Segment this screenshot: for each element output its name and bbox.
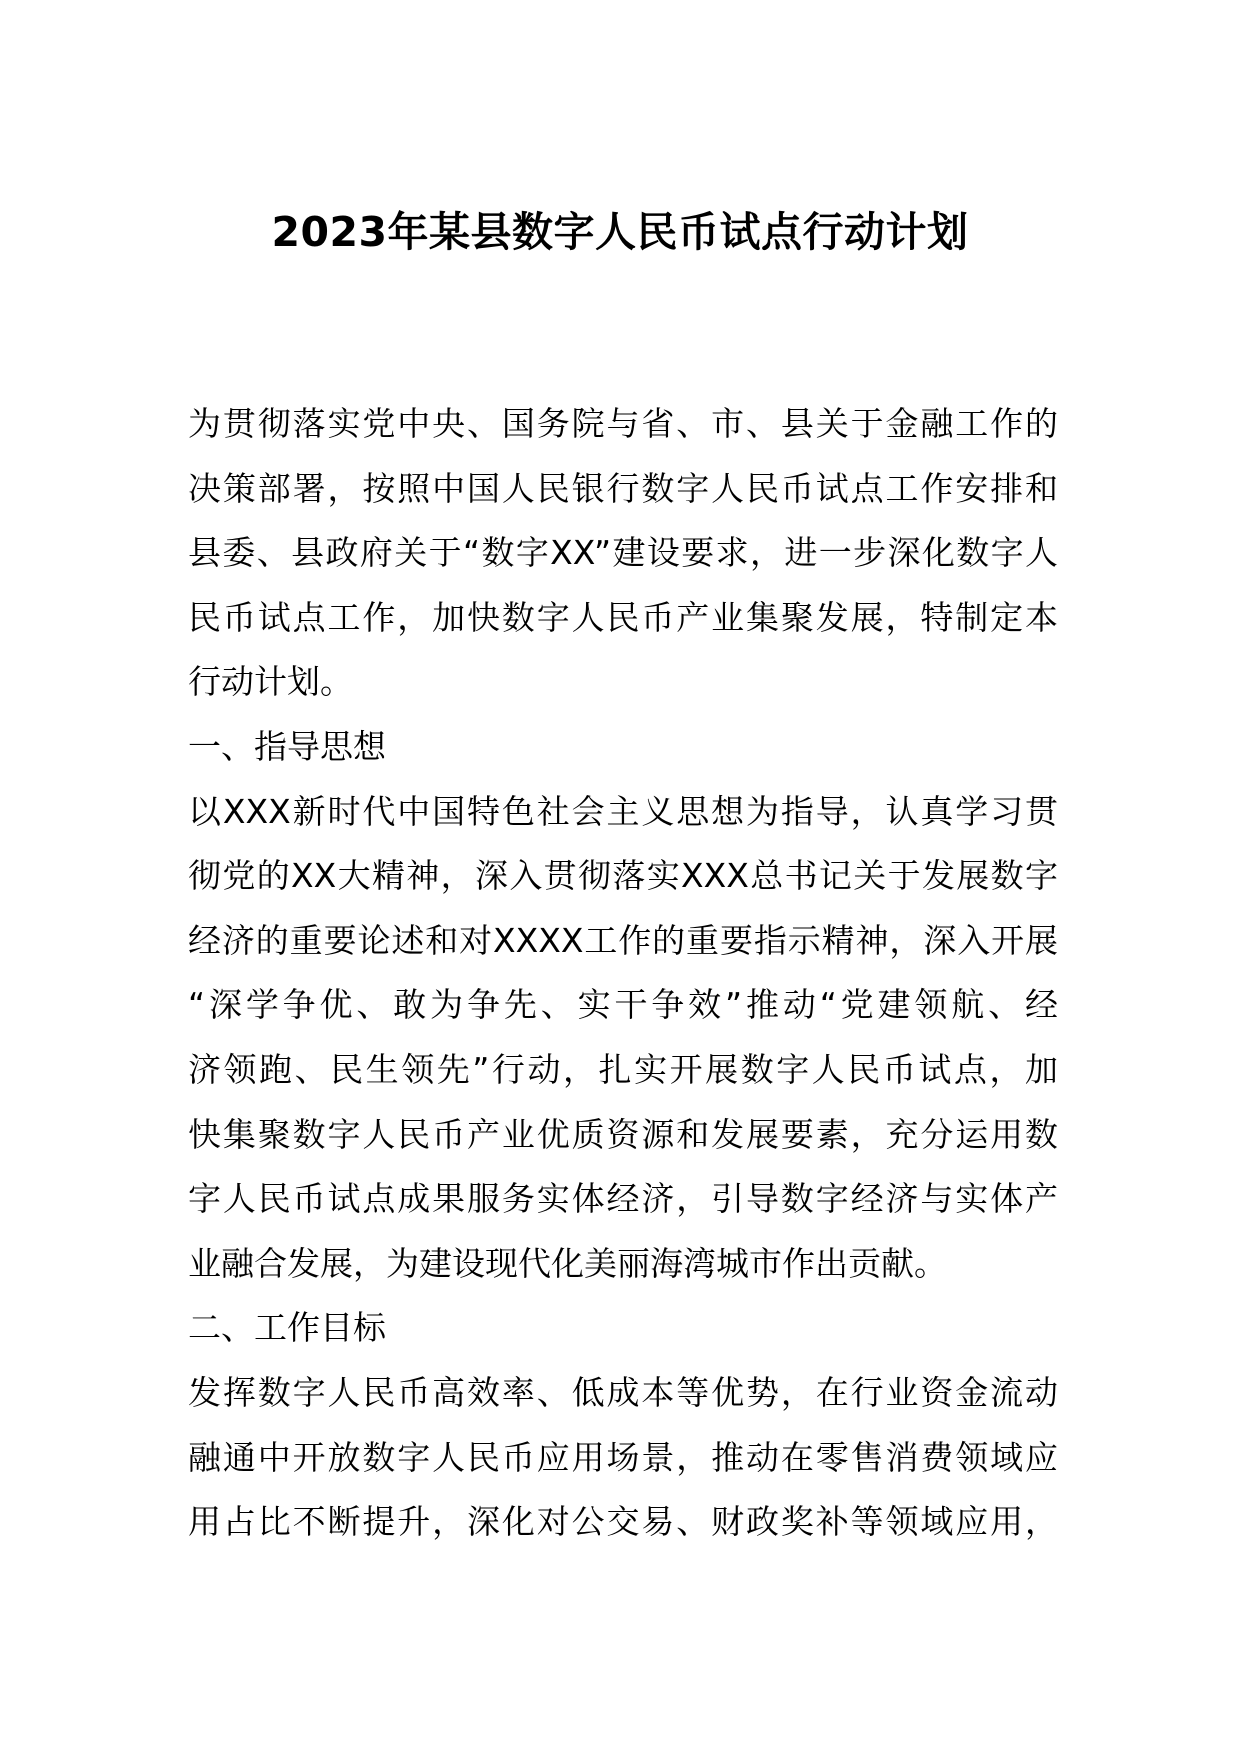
paragraph-guiding-line: 业融合发展，为建设现代化美丽海湾城市作出贡献。 — [188, 1243, 947, 1283]
paragraph-intro-line: 为贯彻落实党中央、国务院与省、市、县关于金融工作的 — [188, 404, 1058, 443]
paragraph-intro-line: 决策部署，按照中国人民银行数字人民币试点工作安排和 — [188, 468, 1058, 508]
section-heading-work-goals: 二、工作目标 — [188, 1308, 386, 1348]
paragraph-goals-line: 融通中开放数字人民币应用场景，推动在零售消费领域应 — [188, 1437, 1058, 1477]
document-body — [188, 392, 1058, 1555]
paragraph-goals-line: 发挥数字人民币高效率、低成本等优势，在行业资金流动 — [188, 1372, 1058, 1412]
paragraph-guiding-line: 济领跑、民生领先”行动，扎实开展数字人民币试点，加 — [188, 1049, 1058, 1089]
paragraph-guiding-line: “深学争优、敢为争先、实干争效”推动“党建领航、经 — [188, 985, 1058, 1025]
paragraph-guiding-line: 快集聚数字人民币产业优质资源和发展要素，充分运用数 — [188, 1114, 1058, 1154]
paragraph-guiding-line: 经济的重要论述和对XXXX工作的重要指示精神，深入开展 — [188, 920, 1058, 960]
paragraph-guiding-line: 以XXX新时代中国特色社会主义思想为指导，认真学习贯 — [188, 791, 1058, 831]
section-heading-guiding-ideology: 一、指导思想 — [188, 726, 386, 766]
paragraph-guiding-line: 字人民币试点成果服务实体经济，引导数字经济与实体产 — [188, 1179, 1058, 1219]
paragraph-intro-line: 民币试点工作，加快数字人民币产业集聚发展，特制定本 — [188, 597, 1058, 637]
document-title: 2023年某县数字人民币试点行动计划 — [271, 208, 969, 256]
paragraph-goals-line: 用占比不断提升，深化对公交易、财政奖补等领域应用， — [188, 1502, 1058, 1542]
paragraph-guiding-line: 彻党的XX大精神，深入贯彻落实XXX总书记关于发展数字 — [188, 856, 1058, 896]
paragraph-intro-line: 行动计划。 — [188, 662, 353, 702]
paragraph-intro-line: 县委、县政府关于“数字XX”建设要求，进一步深化数字人 — [188, 533, 1058, 573]
